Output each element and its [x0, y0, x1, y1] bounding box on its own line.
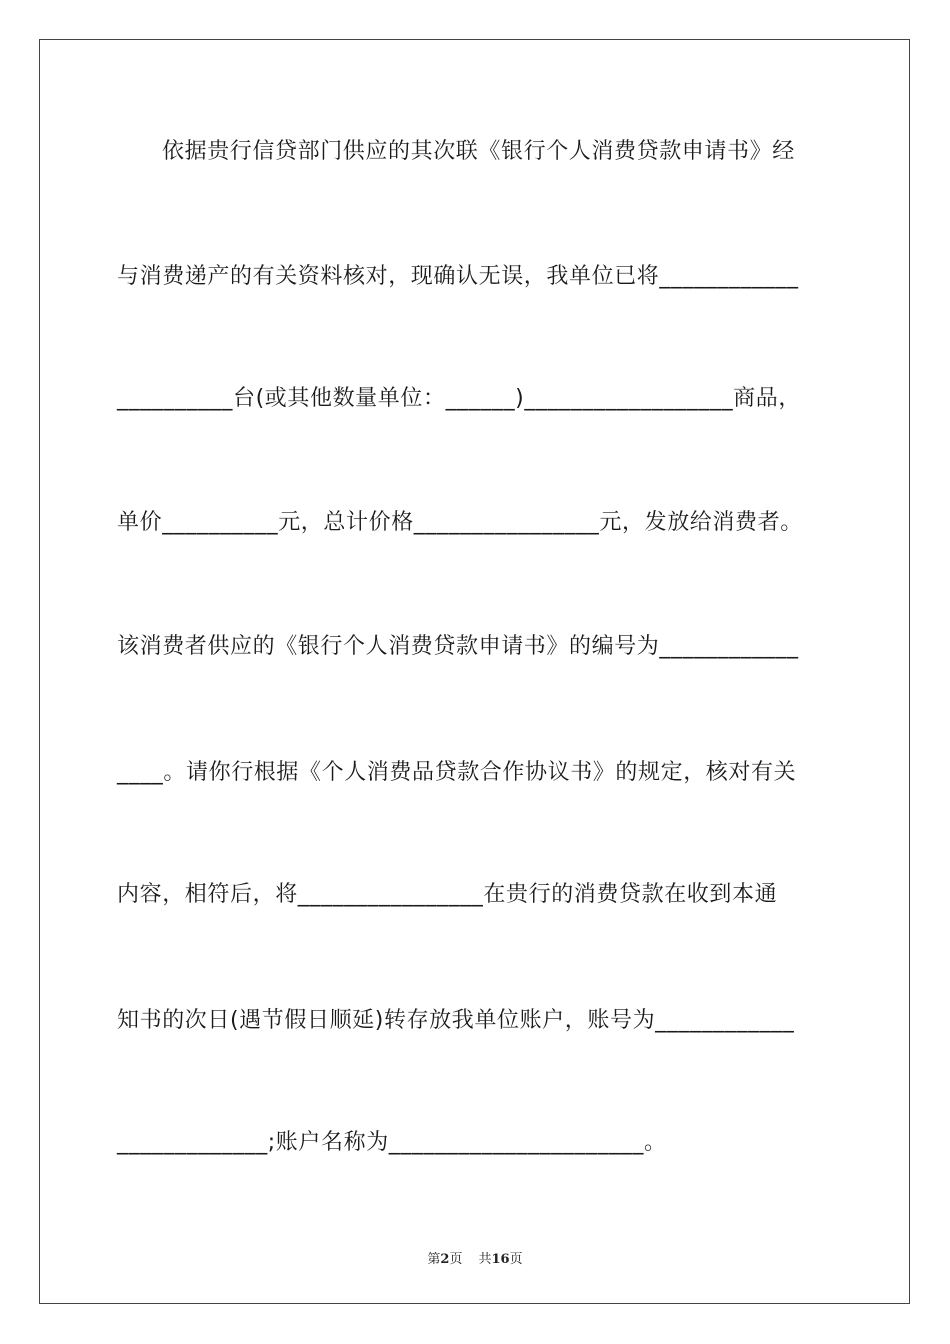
paragraph-line-1: 依据贵行信贷部门供应的其次联《银行个人消费贷款申请书》经: [162, 139, 795, 164]
paragraph-line-6: ____。请你行根据《个人消费品贷款合作协议书》的规定，核对有关: [117, 760, 797, 785]
paragraph-line-3: __________台(或其他数量单位：______)__________________商品，: [117, 386, 801, 411]
page-border: [39, 39, 910, 1304]
footer-total-number: 16: [491, 1252, 510, 1267]
footer-total-suffix: 页: [509, 1252, 523, 1267]
footer-total-prefix: 共: [478, 1252, 492, 1267]
paragraph-line-8: 知书的次日(遇节假日顺延)转存放我单位账户，账号为____________: [117, 1008, 795, 1033]
paragraph-line-5: 该消费者供应的《银行个人消费贷款申请书》的编号为____________: [117, 634, 799, 659]
page-footer: [0, 1248, 950, 1267]
footer-page-number: 2: [440, 1252, 450, 1267]
paragraph-line-9: _____________;账户名称为______________________。: [117, 1130, 667, 1155]
footer-page-prefix: 第: [427, 1252, 441, 1267]
footer-page-suffix: 页: [449, 1252, 463, 1267]
paragraph-line-2: 与消费递产的有关资料核对，现确认无误，我单位已将____________: [117, 264, 799, 289]
paragraph-line-7: 内容，相符后，将________________在贵行的消费贷款在收到本通: [117, 882, 778, 907]
paragraph-line-4: 单价__________元，总计价格________________元，发放给消费者。: [117, 510, 803, 535]
